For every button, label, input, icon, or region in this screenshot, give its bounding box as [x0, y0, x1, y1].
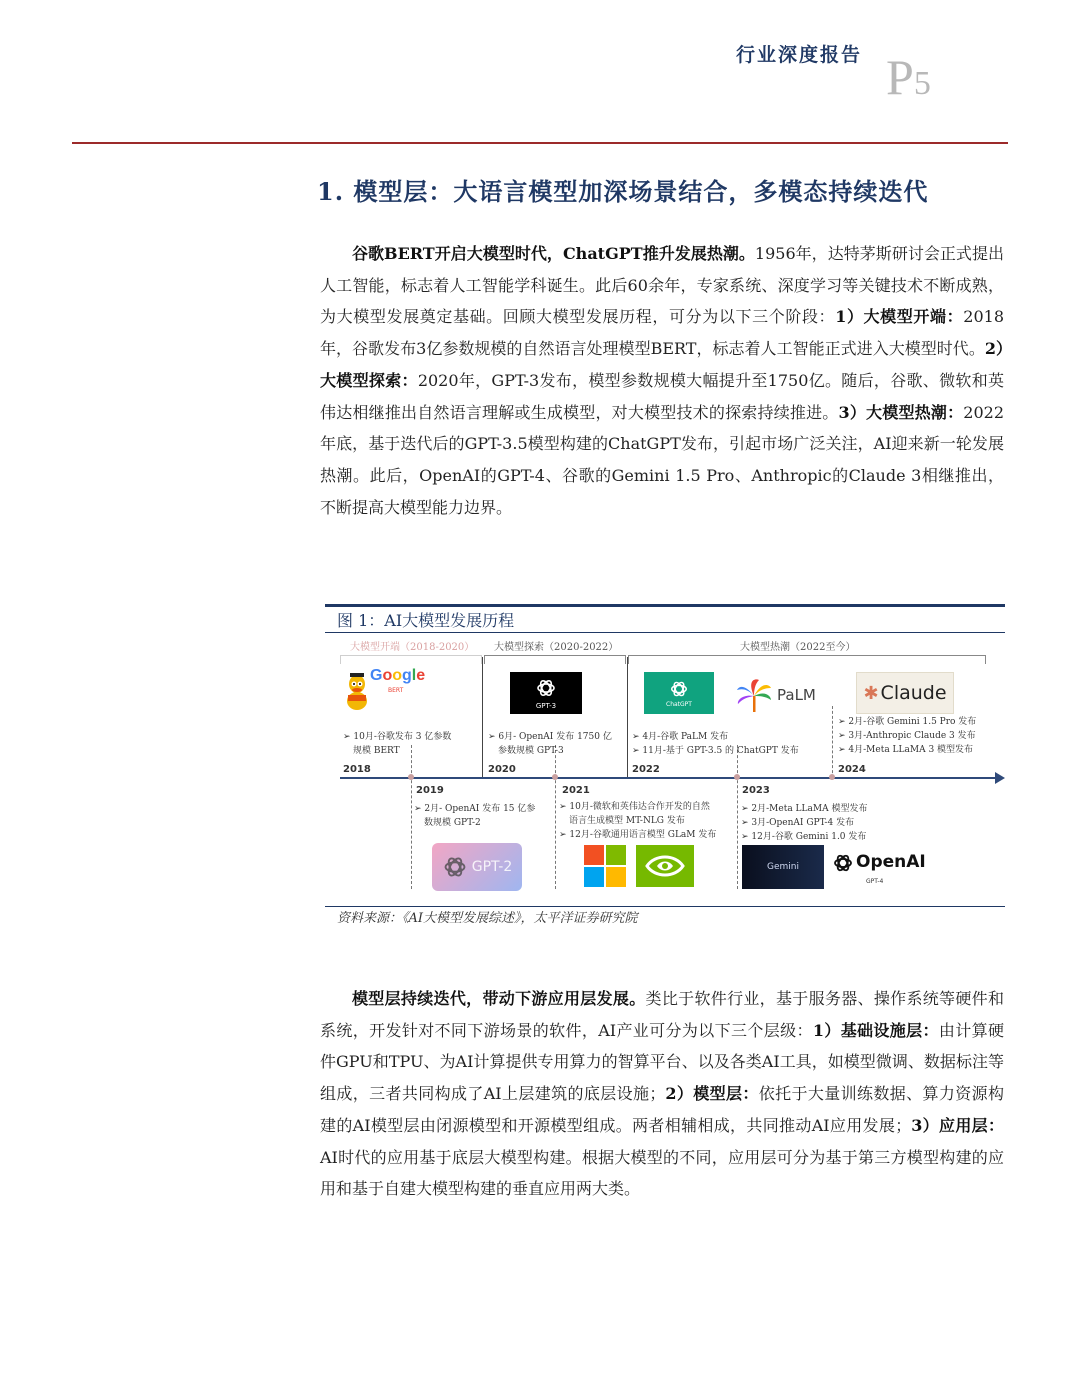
layer-label: 3）应用层： [911, 1115, 1004, 1135]
chatgpt-logo [644, 672, 714, 714]
phase-bracket [484, 655, 626, 664]
palm-label: PaLM [777, 686, 816, 704]
ms-square [584, 867, 604, 887]
event-line: ➢ 12月-谷歌 Gemini 1.0 发布 [741, 832, 867, 842]
figure-caption-rule [325, 632, 1005, 633]
timeline-tick [408, 774, 414, 780]
phase-label: 大模型开端（2018-2020） [350, 642, 475, 653]
event-2022 [632, 730, 799, 758]
openai-label: OpenAI [856, 852, 926, 872]
event-line: ➢ 4月-谷歌 PaLM 发布 [632, 732, 729, 742]
timeline-tick [829, 774, 835, 780]
layer-text: 依托于大量训练数据、算力资源构建的AI模型层由闭源模型和开源模型组成。两者相辅相成，共同推动AI应用发展； [320, 1084, 1004, 1135]
palm-logo [735, 676, 825, 716]
year-label: 2020 [488, 764, 516, 775]
page-prefix: P [886, 49, 914, 105]
claude-spark-icon: ✱ [863, 682, 879, 704]
gpt2-logo [432, 843, 522, 891]
nvidia-logo [636, 845, 694, 887]
year-label: 2023 [742, 785, 770, 796]
timeline-dash [555, 745, 556, 889]
event-line: ➢ 3月-OpenAI GPT-4 发布 [741, 818, 855, 828]
phase-bracket [628, 655, 986, 664]
gemini-label: Gemini [767, 862, 799, 872]
page-number [886, 49, 931, 105]
openai-gpt4-logo [832, 850, 932, 890]
phase-bracket [340, 655, 482, 664]
claude-logo [856, 672, 954, 714]
stage-text: 2022年底，基于迭代后的GPT-3.5模型构建的ChatGPT发布，引起市场广泛关注，AI迎来新一轮发展热潮。此后，OpenAI的GPT-4、谷歌的Gemini 1.5 Pro、Anthropic的Claude 3相继推出，不断提高大模型能力边界。 [320, 402, 1004, 517]
phase-divider [627, 657, 628, 779]
layer-label: 2）模型层： [665, 1084, 759, 1104]
phase-label: 大模型探索（2020-2022） [494, 642, 619, 653]
event-line: ➢ 2月-Meta LLaMA 模型发布 [741, 804, 868, 814]
gpt3-label: GPT-3 [535, 701, 557, 710]
gpt4-label: GPT-4 [866, 878, 884, 885]
page-digit: 5 [913, 65, 931, 102]
figure-top-rule [325, 604, 1005, 607]
event-line: 规模 BERT [353, 746, 400, 756]
stage-label: 3）大模型热潮： [838, 402, 964, 422]
event-line: ➢ 3月-Anthropic Claude 3 发布 [838, 731, 976, 741]
event-line: ➢ 10月-微软和英伟达合作开发的自然 [559, 802, 710, 812]
ms-square [606, 845, 626, 865]
stage-text: 2020年，GPT-3发布，模型参数规模大幅提升至1750亿。随后，谷歌、微软和英伟达相继推出自然语言理解或生成模型，对大模型技术的探索持续推进。 [320, 370, 1004, 422]
layer-text: AI时代的应用基于底层大模型构建。根据大模型的不同，应用层可分为基于第三方模型构建的应用和基于自建大模型构建的垂直应用两大类。 [320, 1147, 1004, 1199]
gpt3-logo [510, 672, 582, 714]
paragraph-layers [320, 983, 1004, 1205]
year-label: 2022 [632, 764, 660, 775]
google-bert-logo [344, 667, 434, 711]
stage-label: 1）大模型开端： [835, 307, 964, 327]
figure-caption: 图 1：AI大模型发展历程 [337, 611, 515, 630]
section-title: 1. 模型层：大语言模型加深场景结合，多模态持续迭代 [317, 177, 929, 206]
microsoft-logo [584, 845, 626, 887]
timeline-dash [832, 706, 833, 778]
gemini-logo [742, 845, 824, 889]
event-2024 [838, 715, 976, 757]
google-wordmark: Google [370, 667, 426, 684]
event-2021 [559, 800, 716, 842]
event-line: ➢ 11月-基于 GPT-3.5 的 ChatGPT 发布 [632, 746, 799, 756]
bert-character-icon [344, 671, 370, 711]
event-line: 语言生成模型 MT-NLG 发布 [569, 816, 685, 826]
event-line: ➢ 2月-谷歌 Gemini 1.5 Pro 发布 [838, 717, 977, 727]
layer-text: 由计算硬件GPU和TPU、为AI计算提供专用算力的智算平台、以及各类AI工具，如模型微调、数据标注等组成，三者共同构成了AI上层建筑的底层设施； [320, 1020, 1004, 1104]
stage-label: 2）大模型探索： [320, 339, 1004, 390]
timeline-tick [734, 774, 740, 780]
timeline-axis [340, 777, 995, 779]
phase-divider [482, 657, 483, 779]
paragraph-history [320, 238, 1004, 523]
event-line: ➢ 4月-Meta LLaMA 3 模型发布 [838, 745, 974, 755]
openai-knot-icon [442, 854, 468, 880]
year-label: 2018 [343, 764, 371, 775]
event-line: ➢ 6月- OpenAI 发布 1750 亿 [488, 732, 612, 742]
layer-label: 1）基础设施层： [812, 1020, 939, 1040]
paragraph-text: 类比于软件行业，基于服务器、操作系统等硬件和系统，开发针对不同下游场景的软件，AI产业可分为以下三个层级： [320, 989, 1004, 1040]
paragraph-lead: 模型层持续迭代，带动下游应用层发展。 [352, 989, 646, 1008]
event-line: ➢ 2月- OpenAI 发布 15 亿参 [414, 804, 536, 814]
report-title: 行业深度报告 [736, 44, 863, 66]
ms-square [606, 867, 626, 887]
event-line: 数规模 GPT-2 [424, 818, 481, 828]
event-line: ➢ 10月-谷歌发布 3 亿参数 [343, 732, 452, 742]
phase-label: 大模型热潮（2022至今） [740, 642, 856, 653]
nvidia-eye-icon [643, 852, 687, 880]
paragraph-lead: 谷歌BERT开启大模型时代，ChatGPT推升发展热潮。 [352, 244, 755, 263]
event-2019 [414, 802, 535, 830]
header-divider [72, 142, 1008, 144]
timeline-tick [552, 774, 558, 780]
openai-knot-icon [535, 677, 557, 699]
year-label: 2021 [562, 785, 590, 796]
timeline-arrow-icon [995, 772, 1005, 784]
year-label: 2024 [838, 764, 866, 775]
gpt2-label: GPT-2 [471, 859, 513, 875]
chatgpt-label: ChatGPT [666, 700, 692, 708]
figure-source: 资料来源：《AI大模型发展综述》，太平洋证券研究院 [337, 911, 638, 926]
event-line: 参数规模 GPT-3 [498, 746, 564, 756]
palm-tree-icon [735, 676, 773, 714]
year-label: 2019 [416, 785, 444, 796]
claude-label: Claude [880, 682, 947, 704]
openai-knot-icon [832, 852, 854, 874]
ms-square [584, 845, 604, 865]
paragraph-text: 1956年，达特茅斯研讨会正式提出人工智能，标志着人工智能学科诞生。此后60余年，专家系统、深度学习等关键技术不断成熟，为大模型发展奠定基础。回顾大模型发展历程，可分为以下三个阶段： [320, 244, 1004, 327]
event-2020 [488, 730, 612, 758]
event-2018 [343, 730, 451, 758]
openai-knot-icon [669, 679, 689, 699]
bert-label: BERT [388, 687, 404, 694]
timeline-dash [737, 745, 738, 889]
stage-text: 2018年，谷歌发布3亿参数规模的自然语言处理模型BERT，标志着人工智能正式进入大模型时代。 [320, 307, 1004, 359]
event-line: ➢ 12月-谷歌通用语言模型 GLaM 发布 [559, 830, 717, 840]
event-2023 [741, 802, 867, 844]
timeline-dash [411, 745, 412, 889]
